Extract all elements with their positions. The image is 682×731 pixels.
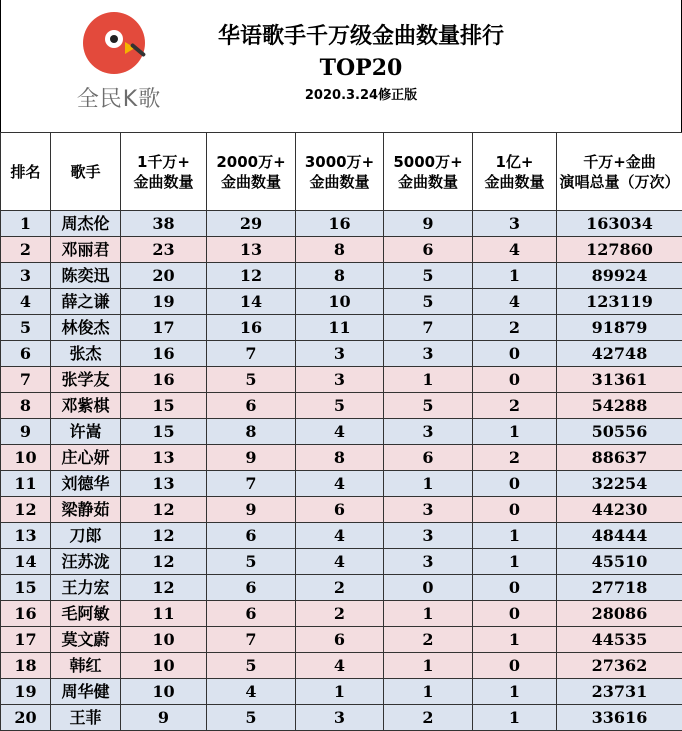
cell-10m-count: 16 [121,341,207,367]
cell-10m-count: 20 [121,263,207,289]
cell-total-plays: 45510 [557,549,682,575]
cell-rank: 7 [1,367,51,393]
cell-total-plays: 33616 [557,705,682,731]
cell-100m-count: 1 [473,419,557,445]
cell-30m-count: 5 [296,393,384,419]
cell-10m-count: 15 [121,419,207,445]
table-body [1,211,682,731]
cell-singer: 邓紫棋 [51,393,121,419]
cell-100m-count: 0 [473,497,557,523]
cell-singer: 陈奕迅 [51,263,121,289]
cell-30m-count: 2 [296,601,384,627]
cell-30m-count: 11 [296,315,384,341]
cell-50m-count: 2 [384,627,473,653]
cell-30m-count: 8 [296,263,384,289]
cell-singer: 刀郎 [51,523,121,549]
cell-10m-count: 16 [121,367,207,393]
ranking-table [0,132,682,731]
cell-rank: 2 [1,237,51,263]
cell-rank: 3 [1,263,51,289]
cell-100m-count: 3 [473,211,557,237]
cell-rank: 20 [1,705,51,731]
cell-20m-count: 9 [207,445,296,471]
cell-30m-count: 4 [296,523,384,549]
table-row [1,549,682,575]
cell-singer: 薛之谦 [51,289,121,315]
column-header-singer [51,133,121,211]
cell-rank: 15 [1,575,51,601]
cell-50m-count: 5 [384,263,473,289]
cell-30m-count: 2 [296,575,384,601]
cell-total-plays: 23731 [557,679,682,705]
table-row [1,419,682,445]
cell-100m-count: 1 [473,679,557,705]
table-row [1,445,682,471]
cell-100m-count: 1 [473,549,557,575]
cell-10m-count: 12 [121,575,207,601]
cell-20m-count: 6 [207,575,296,601]
cell-50m-count: 1 [384,471,473,497]
table-row [1,341,682,367]
cell-20m-count: 12 [207,263,296,289]
cell-20m-count: 6 [207,393,296,419]
table-row [1,627,682,653]
cell-50m-count: 1 [384,367,473,393]
cell-30m-count: 8 [296,237,384,263]
cell-total-plays: 44535 [557,627,682,653]
cell-20m-count: 5 [207,653,296,679]
cell-100m-count: 0 [473,601,557,627]
cell-rank: 6 [1,341,51,367]
header-line2: 金曲数量 [220,172,281,191]
cell-rank: 14 [1,549,51,575]
cell-30m-count: 6 [296,497,384,523]
table-row [1,653,682,679]
cell-20m-count: 14 [207,289,296,315]
cell-100m-count: 0 [473,575,557,601]
cell-50m-count: 5 [384,289,473,315]
cell-20m-count: 5 [207,367,296,393]
title-block [171,22,551,108]
cell-singer: 刘德华 [51,471,121,497]
header [0,0,682,132]
table-row [1,263,682,289]
cell-30m-count: 4 [296,471,384,497]
cell-30m-count: 8 [296,445,384,471]
cell-50m-count: 1 [384,679,473,705]
cell-20m-count: 7 [207,627,296,653]
table-row [1,679,682,705]
cell-10m-count: 13 [121,471,207,497]
cell-50m-count: 9 [384,211,473,237]
cell-singer: 王菲 [51,705,121,731]
cell-singer: 许嵩 [51,419,121,445]
cell-total-plays: 91879 [557,315,682,341]
cell-total-plays: 48444 [557,523,682,549]
cell-10m-count: 11 [121,601,207,627]
cell-100m-count: 0 [473,653,557,679]
cell-50m-count: 3 [384,549,473,575]
cell-20m-count: 6 [207,523,296,549]
cell-50m-count: 3 [384,341,473,367]
cell-20m-count: 4 [207,679,296,705]
cell-50m-count: 3 [384,419,473,445]
cell-singer: 张杰 [51,341,121,367]
bird-logo-icon [83,12,145,74]
header-line1: 5000万+ [393,152,463,171]
cell-30m-count: 16 [296,211,384,237]
cell-100m-count: 4 [473,237,557,263]
column-header-total-plays [557,133,682,211]
cell-total-plays: 32254 [557,471,682,497]
column-header-rank [1,133,51,211]
cell-rank: 19 [1,679,51,705]
cell-20m-count: 29 [207,211,296,237]
logo-eye [105,30,123,48]
cell-100m-count: 0 [473,471,557,497]
cell-singer: 莫文蔚 [51,627,121,653]
cell-total-plays: 88637 [557,445,682,471]
cell-total-plays: 163034 [557,211,682,237]
cell-10m-count: 10 [121,653,207,679]
cell-20m-count: 5 [207,549,296,575]
app-logo [71,12,167,112]
cell-20m-count: 13 [207,237,296,263]
page-subtitle: TOP20 [319,55,403,81]
header-text: 排名 [10,162,41,181]
cell-30m-count: 4 [296,653,384,679]
cell-20m-count: 5 [207,705,296,731]
header-text: 歌手 [70,162,101,181]
table-row [1,601,682,627]
header-line1: 1亿+ [495,152,534,171]
cell-30m-count: 4 [296,549,384,575]
cell-30m-count: 10 [296,289,384,315]
header-line1: 3000万+ [304,152,375,171]
revision-date: 2020.3.24修正版 [304,88,418,103]
table-row [1,315,682,341]
cell-singer: 汪苏泷 [51,549,121,575]
cell-singer: 张学友 [51,367,121,393]
cell-total-plays: 28086 [557,601,682,627]
cell-50m-count: 1 [384,601,473,627]
table-row [1,471,682,497]
cell-total-plays: 89924 [557,263,682,289]
column-header-10m [121,133,207,211]
cell-30m-count: 3 [296,367,384,393]
cell-100m-count: 1 [473,627,557,653]
cell-total-plays: 50556 [557,419,682,445]
cell-rank: 18 [1,653,51,679]
cell-total-plays: 54288 [557,393,682,419]
cell-total-plays: 42748 [557,341,682,367]
header-line2: 金曲数量 [133,172,194,191]
header-line1: 1千万+ [136,152,190,171]
cell-rank: 11 [1,471,51,497]
cell-singer: 庄心妍 [51,445,121,471]
cell-100m-count: 1 [473,263,557,289]
cell-10m-count: 38 [121,211,207,237]
cell-rank: 4 [1,289,51,315]
cell-10m-count: 9 [121,705,207,731]
cell-20m-count: 8 [207,419,296,445]
cell-total-plays: 127860 [557,237,682,263]
cell-50m-count: 0 [384,575,473,601]
cell-50m-count: 3 [384,497,473,523]
table-row [1,497,682,523]
cell-20m-count: 6 [207,601,296,627]
cell-singer: 周杰伦 [51,211,121,237]
header-line2: 金曲数量 [484,172,545,191]
cell-10m-count: 23 [121,237,207,263]
header-line1: 2000万+ [216,152,286,171]
cell-100m-count: 2 [473,315,557,341]
cell-100m-count: 1 [473,705,557,731]
cell-singer: 周华健 [51,679,121,705]
page-title: 华语歌手千万级金曲数量排行 [217,24,504,49]
cell-singer: 邓丽君 [51,237,121,263]
cell-singer: 毛阿敏 [51,601,121,627]
cell-10m-count: 15 [121,393,207,419]
table-row [1,211,682,237]
table-header-row [1,133,682,211]
cell-20m-count: 9 [207,497,296,523]
column-header-30m [296,133,384,211]
cell-rank: 1 [1,211,51,237]
cell-20m-count: 7 [207,341,296,367]
table-row [1,289,682,315]
cell-rank: 12 [1,497,51,523]
cell-rank: 17 [1,627,51,653]
cell-10m-count: 12 [121,523,207,549]
cell-50m-count: 2 [384,705,473,731]
column-header-100m [473,133,557,211]
header-line2: 金曲数量 [397,172,458,191]
column-header-50m [384,133,473,211]
table-row [1,237,682,263]
cell-100m-count: 2 [473,445,557,471]
cell-30m-count: 3 [296,341,384,367]
cell-50m-count: 3 [384,523,473,549]
cell-30m-count: 6 [296,627,384,653]
logo-text: 全民K歌 [76,87,162,112]
cell-singer: 韩红 [51,653,121,679]
cell-20m-count: 16 [207,315,296,341]
cell-total-plays: 123119 [557,289,682,315]
cell-rank: 9 [1,419,51,445]
table-row [1,393,682,419]
cell-rank: 16 [1,601,51,627]
column-header-20m [207,133,296,211]
cell-50m-count: 6 [384,445,473,471]
cell-50m-count: 7 [384,315,473,341]
cell-rank: 13 [1,523,51,549]
cell-30m-count: 1 [296,679,384,705]
cell-100m-count: 1 [473,523,557,549]
cell-10m-count: 13 [121,445,207,471]
cell-singer: 梁静茹 [51,497,121,523]
cell-30m-count: 4 [296,419,384,445]
cell-total-plays: 27362 [557,653,682,679]
cell-rank: 10 [1,445,51,471]
cell-100m-count: 0 [473,341,557,367]
header-line2: 金曲数量 [309,172,370,191]
cell-total-plays: 31361 [557,367,682,393]
logo-pupil [110,35,118,43]
table-row [1,367,682,393]
cell-100m-count: 4 [473,289,557,315]
cell-50m-count: 6 [384,237,473,263]
cell-100m-count: 0 [473,367,557,393]
cell-100m-count: 2 [473,393,557,419]
cell-30m-count: 3 [296,705,384,731]
cell-singer: 王力宏 [51,575,121,601]
cell-10m-count: 19 [121,289,207,315]
cell-singer: 林俊杰 [51,315,121,341]
table-row [1,523,682,549]
cell-total-plays: 27718 [557,575,682,601]
header-line1: 千万+金曲 [583,152,656,171]
cell-20m-count: 7 [207,471,296,497]
cell-10m-count: 12 [121,549,207,575]
cell-50m-count: 5 [384,393,473,419]
cell-total-plays: 44230 [557,497,682,523]
cell-50m-count: 1 [384,653,473,679]
table-row [1,705,682,731]
header-line2: 演唱总量（万次） [559,172,680,191]
cell-10m-count: 17 [121,315,207,341]
cell-10m-count: 10 [121,679,207,705]
cell-rank: 5 [1,315,51,341]
cell-10m-count: 12 [121,497,207,523]
cell-10m-count: 10 [121,627,207,653]
table-row [1,575,682,601]
cell-rank: 8 [1,393,51,419]
